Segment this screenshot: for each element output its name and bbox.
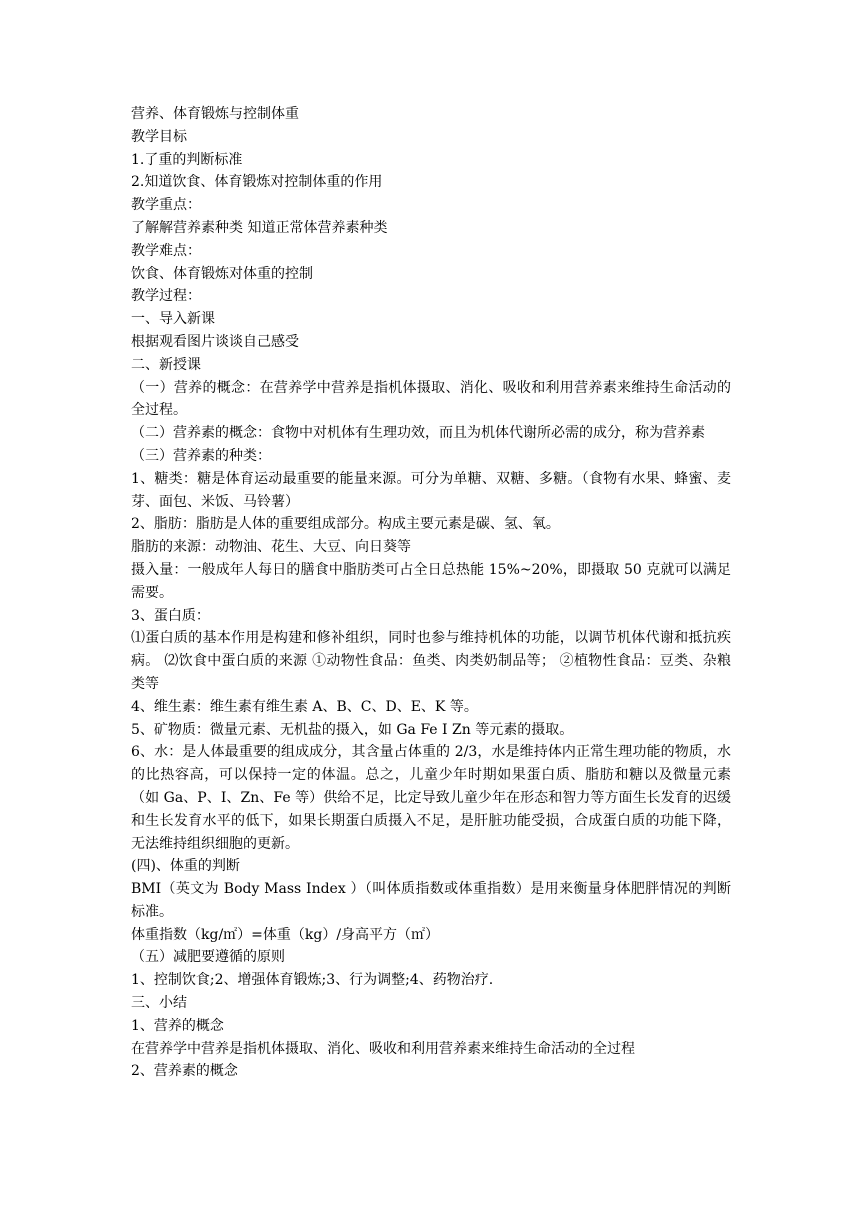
paragraph-minerals: 5、矿物质：微量元素、无机盐的摄入，如 Ga Fe I Zn 等元素的摄取。 [131,721,574,738]
paragraph-protein: ⑴蛋白质的基本作用是构建和修补组织，同时也参与维持机体的功能，以调节机体代谢和抵抗疾病。 ⑵饮食中蛋白质的来源 ①动物性食品：鱼类、肉类奶制品等； ②植物性食品：豆类、杂粮类等 [131,630,731,692]
section-intro-heading: 一、导入新课 [131,311,215,328]
bmi-formula: 体重指数（kg/㎡）=体重（kg）/身高平方（㎡） [131,926,440,943]
heading-weight-judgement: (四)、体重的判断 [131,858,240,875]
key-points-text: 了解解营养素种类 知道正常体营养素种类 [131,219,388,236]
summary-item-2-heading: 2、营养素的概念 [131,1063,238,1080]
heading-process: 教学过程： [131,288,201,305]
difficulties-text: 饮食、体育锻炼对体重的控制 [131,265,313,282]
paragraph-fat: 2、脂肪：脂肪是人体的重要组成部分。构成主要元素是碳、氢、氧。 [131,516,560,533]
document-title: 营养、体育锻炼与控制体重 [131,106,299,122]
goal-item-1: 1.了重的判断标准 [131,151,243,168]
heading-weight-loss-principles: （五）减肥要遵循的原则 [131,949,285,966]
section-summary-heading: 三、小结 [131,995,187,1012]
paragraph-nutrition-concept: （一）营养的概念：在营养学中营养是指机体摄取、消化、吸收和利用营养素来维持生命活动的全过程。 [131,379,731,419]
document-body [131,103,731,1083]
heading-difficulties: 教学难点： [131,242,201,259]
heading-nutrient-types: （三）营养素的种类： [131,447,271,464]
paragraph-water: 6、水：是人体最重要的组成成分，其含量占体重的 2/3，水是维持体内正常生理功能的物质，水的比热容高，可以保持一定的体温。总之，儿童少年时期如果蛋白质、脂肪和糖以及微量元素（如 Ga、P、I、Zn、Fe 等）供给不足，比定导致儿童少年在形态和智力等方面生长发育的迟缓和生长发育水平的低下，如果长期蛋白质摄入不足，是肝脏功能受损，合成蛋白质的功能下降，无法维持组织细胞的更新。 [131,744,731,852]
paragraph-carbohydrates: 1、糖类：糖是体育运动最重要的能量来源。可分为单糖、双糖、多糖。（食物有水果、蜂蜜、麦芽、面包、米饭、马铃薯） [131,470,731,510]
paragraph-bmi: BMI（英文为 Body Mass Index ）（叫体质指数或体重指数）是用来衡量身体肥胖情况的判断标准。 [131,881,731,920]
paragraph-fat-intake: 摄入量：一般成年人每日的膳食中脂肪类可占全日总热能 15%~20%，即摄取 50 克就可以满足需要。 [131,561,731,601]
heading-protein: 3、蛋白质： [131,607,210,624]
section-new-lesson-heading: 二、新授课 [131,356,201,373]
weight-loss-principles-text: 1、控制饮食;2、增强体育锻炼;3、行为调整;4、药物治疗. [131,972,494,989]
goal-item-2: 2.知道饮食、体育锻炼对控制体重的作用 [131,174,383,191]
heading-key-points: 教学重点： [131,197,201,214]
summary-item-1-text: 在营养学中营养是指机体摄取、消化、吸收和利用营养素来维持生命活动的全过程 [131,1040,635,1057]
paragraph-fat-sources: 脂肪的来源：动物油、花生、大豆、向日葵等 [131,539,411,556]
paragraph-vitamins: 4、维生素：维生素有维生素 A、B、C、D、E、K 等。 [131,698,478,715]
paragraph-nutrient-concept: （二）营养素的概念：食物中对机体有生理功效，而且为机体代谢所必需的成分，称为营养素 [131,425,705,442]
heading-teaching-goals: 教学目标 [131,128,187,145]
section-intro-text: 根据观看图片谈谈自己感受 [131,333,299,350]
summary-item-1-heading: 1、营养的概念 [131,1017,224,1034]
